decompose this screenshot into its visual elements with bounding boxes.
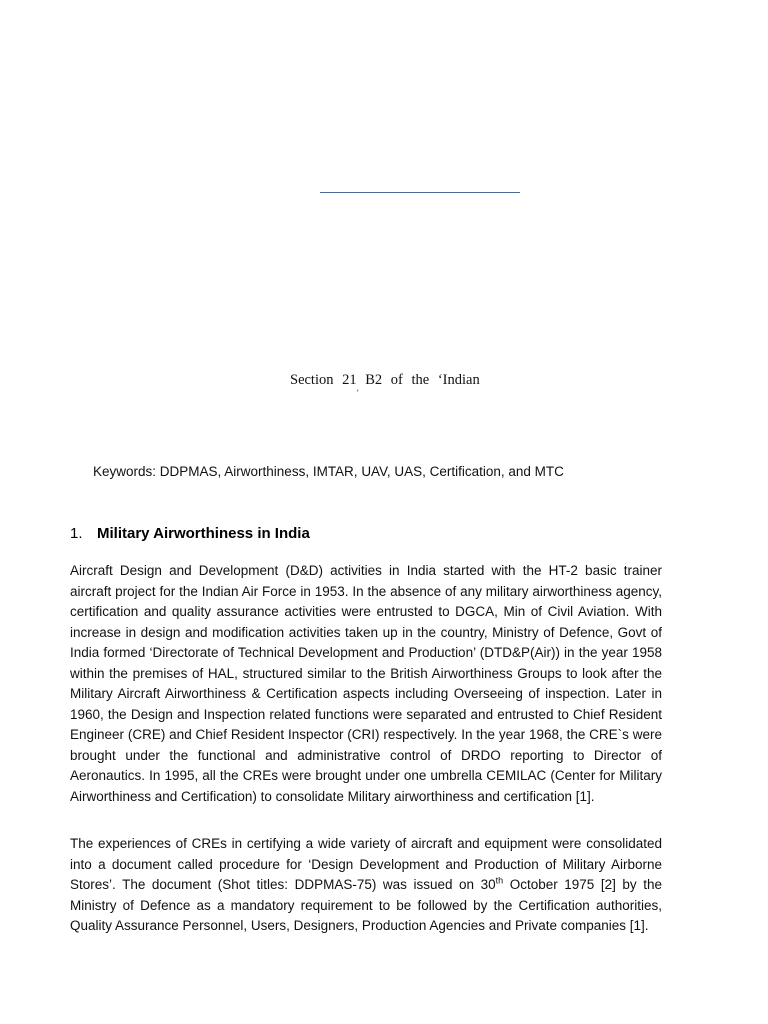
section-heading-title: Military Airworthiness in India (97, 525, 310, 542)
section-reference: Section 21 B2 of the ‘Indian (290, 372, 480, 388)
ordinal-superscript: th (495, 875, 504, 886)
paragraph-2-text-before: The experiences of CREs in certifying a wide variety of aircraft and equipment were consolidated into a document called procedure for ‘Design Development and Production of Military Airborne Stores’. The document (Shot titles: DDPMAS-75) was issued on 30 (70, 836, 662, 892)
section-heading-number: 1. (70, 525, 83, 542)
section-heading (70, 525, 310, 542)
section-reference-mark: ’ (356, 388, 359, 398)
paragraph-1: Aircraft Design and Development (D&D) activities in India started with the HT-2 basic trainer aircraft project for the Indian Air Force in 1953. In the absence of any military airworthiness agency, certification and quality assurance activities were entrusted to DGCA, Min of Civil Aviation. With increase in design and modification activities taken up in the country, Ministry of Defence, Govt of India formed ‘Directorate of Technical Development and Production’ (DTD&P(Air)) in the year 1958 within the premises of HAL, structured similar to the British Airworthiness Groups to look after the Military Aircraft Airworthiness & Certification aspects including Overseeing of inspection. Later in 1960, the Design and Inspection related functions were separated and entrusted to Chief Resident Engineer (CRE) and Chief Resident Inspector (CRI) respectively. In the year 1968, the CRE`s were brought under the functional and administrative control of DRDO reporting to Director of Aeronautics. In 1995, all the CREs were brought under one umbrella CEMILAC (Center for Military Airworthiness and Certification) to consolidate Military airworthiness and certification [1]. (70, 563, 662, 804)
keywords-line: Keywords: DDPMAS, Airworthiness, IMTAR, UAV, UAS, Certification, and MTC (93, 464, 564, 479)
paragraph-2 (70, 834, 662, 937)
title-underline-rule (320, 192, 520, 193)
paragraph-2-text-after: October 1975 [2] by the Ministry of Defence as a mandatory requirement to be followed by the Certification authorities, Quality Assurance Personnel, Users, Designers, Production Agencies and Private companies [1]. (70, 877, 662, 933)
